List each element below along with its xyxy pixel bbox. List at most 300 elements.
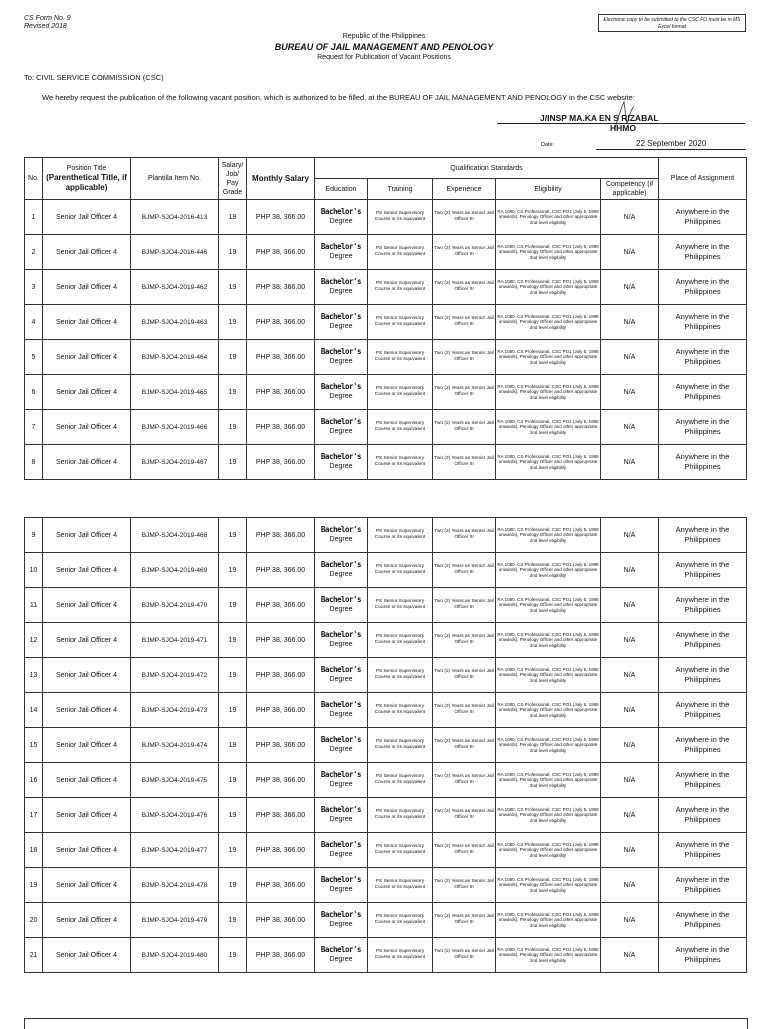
- monthly-salary: PHP 38, 366.00: [247, 270, 315, 305]
- row-number: 17: [25, 798, 43, 833]
- header-parenthetical-title: (Parenthetical Title, if applicable): [46, 173, 127, 192]
- row-number: 20: [25, 903, 43, 938]
- salary-grade: 19: [219, 200, 247, 235]
- table-row: [25, 375, 747, 410]
- plantilla-item: BJMP-SJO4-2019-468: [131, 518, 219, 553]
- training: PS Senior Supervisory Course or its equivalent: [368, 868, 433, 903]
- training: PS Senior Supervisory Course or its equivalent: [368, 938, 433, 973]
- vacancy-table-page-1: [24, 157, 747, 480]
- signatory-office: HHMO: [610, 123, 636, 133]
- competency: N/A: [601, 270, 659, 305]
- training: PS Senior Supervisory Course or its equivalent: [368, 235, 433, 270]
- education: [315, 410, 368, 445]
- experience: Two (2) Years as Senior Jail Officer III: [433, 305, 496, 340]
- position-title: Senior Jail Officer 4: [43, 588, 131, 623]
- education-degree-label: Degree: [329, 536, 353, 543]
- header-plantilla: Plantilla Item No.: [131, 158, 219, 200]
- education-degree-type: Bachelor's: [320, 840, 362, 849]
- competency: N/A: [601, 553, 659, 588]
- competency: N/A: [601, 445, 659, 480]
- row-number: 14: [25, 693, 43, 728]
- monthly-salary: PHP 38, 366.00: [247, 340, 315, 375]
- education-degree-type: Bachelor's: [320, 452, 362, 461]
- education-degree-type: Bachelor's: [320, 875, 362, 884]
- eligibility: RA 1080, CS Professional, CSC PO1 (July 5, 1998 onwards), Penology Officer and other appropriate 2nd level eligibility: [496, 728, 601, 763]
- training: PS Senior Supervisory Course or its equivalent: [368, 763, 433, 798]
- plantilla-item: BJMP-SJO4-2016-413: [131, 200, 219, 235]
- experience: Two (2) Years as Senior Jail Officer III: [433, 833, 496, 868]
- position-title: Senior Jail Officer 4: [43, 868, 131, 903]
- education-degree-type: Bachelor's: [320, 805, 362, 814]
- plantilla-item: BJMP-SJO4-2019-462: [131, 270, 219, 305]
- place-of-assignment: Anywhere in the Philippines: [659, 833, 747, 868]
- place-of-assignment: Anywhere in the Philippines: [659, 270, 747, 305]
- eligibility: RA 1080, CS Professional, CSC PO1 (July 5, 1998 onwards), Penology Officer and other appropriate 2nd level eligibility: [496, 833, 601, 868]
- education: [315, 305, 368, 340]
- experience: Two (2) Years as Senior Jail Officer III: [433, 693, 496, 728]
- competency: N/A: [601, 728, 659, 763]
- plantilla-item: BJMP-SJO4-2019-474: [131, 728, 219, 763]
- salary-grade: 19: [219, 518, 247, 553]
- training: PS Senior Supervisory Course or its equivalent: [368, 833, 433, 868]
- position-title: Senior Jail Officer 4: [43, 410, 131, 445]
- position-title: Senior Jail Officer 4: [43, 693, 131, 728]
- plantilla-item: BJMP-SJO4-2019-465: [131, 375, 219, 410]
- table-row: [25, 903, 747, 938]
- competency: N/A: [601, 375, 659, 410]
- bureau-heading: BUREAU OF JAIL MANAGEMENT AND PENOLOGY: [274, 42, 494, 52]
- position-title: Senior Jail Officer 4: [43, 270, 131, 305]
- position-title: Senior Jail Officer 4: [43, 938, 131, 973]
- signature-line: [497, 123, 745, 124]
- position-title: Senior Jail Officer 4: [43, 445, 131, 480]
- eligibility: RA 1080, CS Professional, CSC PO1 (July 5, 1998 onwards), Penology Officer and other appropriate 2nd level eligibility: [496, 235, 601, 270]
- salary-grade: 19: [219, 623, 247, 658]
- monthly-salary: PHP 38, 366.00: [247, 903, 315, 938]
- education: [315, 728, 368, 763]
- monthly-salary: PHP 38, 366.00: [247, 445, 315, 480]
- header-position-title-label: Position Title: [66, 165, 107, 172]
- education: [315, 658, 368, 693]
- salary-grade: 19: [219, 270, 247, 305]
- training: PS Senior Supervisory Course or its equivalent: [368, 588, 433, 623]
- position-title: Senior Jail Officer 4: [43, 833, 131, 868]
- eligibility: RA 1080, CS Professional, CSC PO1 (July 5, 1998 onwards), Penology Officer and other appropriate 2nd level eligibility: [496, 305, 601, 340]
- experience: Two (2) Years as Senior Jail Officer III: [433, 375, 496, 410]
- monthly-salary: PHP 38, 366.00: [247, 375, 315, 410]
- plantilla-item: BJMP-SJO4-2019-479: [131, 903, 219, 938]
- salary-grade: 19: [219, 798, 247, 833]
- header-education: Education: [315, 179, 368, 200]
- place-of-assignment: Anywhere in the Philippines: [659, 868, 747, 903]
- position-title: Senior Jail Officer 4: [43, 553, 131, 588]
- education-degree-type: Bachelor's: [320, 560, 362, 569]
- education: [315, 623, 368, 658]
- position-title: Senior Jail Officer 4: [43, 235, 131, 270]
- monthly-salary: PHP 38, 366.00: [247, 410, 315, 445]
- table-row: [25, 518, 747, 553]
- position-title: Senior Jail Officer 4: [43, 305, 131, 340]
- eligibility: RA 1080, CS Professional, CSC PO1 (July 5, 1998 onwards), Penology Officer and other appropriate 2nd level eligibility: [496, 938, 601, 973]
- eligibility: RA 1080, CS Professional, CSC PO1 (July 5, 1998 onwards), Penology Officer and other appropriate 2nd level eligibility: [496, 868, 601, 903]
- header-qualification: Qualification Standards: [315, 158, 659, 179]
- plantilla-item: BJMP-SJO4-2019-478: [131, 868, 219, 903]
- education-degree-type: Bachelor's: [320, 595, 362, 604]
- education-degree-type: Bachelor's: [320, 207, 362, 216]
- signatory-name: J/INSP MA.KA EN S RIZABAL: [540, 113, 659, 123]
- experience: Two (2) Years as Senior Jail Officer III: [433, 553, 496, 588]
- row-number: 10: [25, 553, 43, 588]
- position-title: Senior Jail Officer 4: [43, 375, 131, 410]
- training: PS Senior Supervisory Course or its equivalent: [368, 798, 433, 833]
- education-degree-type: Bachelor's: [320, 945, 362, 954]
- date-value: 22 September 2020: [636, 139, 707, 148]
- position-title: Senior Jail Officer 4: [43, 518, 131, 553]
- education-degree-type: Bachelor's: [320, 277, 362, 286]
- competency: N/A: [601, 658, 659, 693]
- salary-grade: 19: [219, 868, 247, 903]
- plantilla-item: BJMP-SJO4-2019-463: [131, 305, 219, 340]
- experience: Two (2) Years as Senior Jail Officer III: [433, 270, 496, 305]
- monthly-salary: PHP 38, 366.00: [247, 553, 315, 588]
- education-degree-type: Bachelor's: [320, 700, 362, 709]
- plantilla-item: BJMP-SJO4-2019-476: [131, 798, 219, 833]
- plantilla-item: BJMP-SJO4-2019-480: [131, 938, 219, 973]
- education: [315, 833, 368, 868]
- competency: N/A: [601, 200, 659, 235]
- row-number: 18: [25, 833, 43, 868]
- education: [315, 553, 368, 588]
- plantilla-item: BJMP-SJO4-2019-477: [131, 833, 219, 868]
- salary-grade: 19: [219, 658, 247, 693]
- education-degree-label: Degree: [329, 463, 353, 470]
- education: [315, 763, 368, 798]
- monthly-salary: PHP 38, 366.00: [247, 518, 315, 553]
- republic-heading: Republic of the Philippines: [342, 33, 426, 40]
- salary-grade: 19: [219, 375, 247, 410]
- education-degree-label: Degree: [329, 711, 353, 718]
- monthly-salary: PHP 38, 366.00: [247, 798, 315, 833]
- education-degree-type: Bachelor's: [320, 525, 362, 534]
- table-row: [25, 200, 747, 235]
- salary-grade: 19: [219, 833, 247, 868]
- competency: N/A: [601, 798, 659, 833]
- monthly-salary: PHP 38, 366.00: [247, 938, 315, 973]
- place-of-assignment: Anywhere in the Philippines: [659, 728, 747, 763]
- place-of-assignment: Anywhere in the Philippines: [659, 410, 747, 445]
- education-degree-label: Degree: [329, 676, 353, 683]
- eligibility: RA 1080, CS Professional, CSC PO1 (July 5, 1998 onwards), Penology Officer and other appropriate 2nd level eligibility: [496, 270, 601, 305]
- education-degree-type: Bachelor's: [320, 910, 362, 919]
- position-title: Senior Jail Officer 4: [43, 340, 131, 375]
- table-row: [25, 305, 747, 340]
- education: [315, 518, 368, 553]
- education-degree-type: Bachelor's: [320, 242, 362, 251]
- eligibility: RA 1080, CS Professional, CSC PO1 (July 5, 1998 onwards), Penology Officer and other appropriate 2nd level eligibility: [496, 340, 601, 375]
- row-number: 5: [25, 340, 43, 375]
- training: PS Senior Supervisory Course or its equivalent: [368, 658, 433, 693]
- competency: N/A: [601, 588, 659, 623]
- header-position-title: [43, 158, 131, 200]
- position-title: Senior Jail Officer 4: [43, 200, 131, 235]
- education-degree-type: Bachelor's: [320, 417, 362, 426]
- position-title: Senior Jail Officer 4: [43, 798, 131, 833]
- salary-grade: 19: [219, 235, 247, 270]
- training: PS Senior Supervisory Course or its equivalent: [368, 693, 433, 728]
- competency: N/A: [601, 340, 659, 375]
- education-degree-type: Bachelor's: [320, 347, 362, 356]
- monthly-salary: PHP 38, 366.00: [247, 868, 315, 903]
- eligibility: RA 1080, CS Professional, CSC PO1 (July 5, 1998 onwards), Penology Officer and other appropriate 2nd level eligibility: [496, 693, 601, 728]
- monthly-salary: PHP 38, 366.00: [247, 763, 315, 798]
- training: PS Senior Supervisory Course or its equivalent: [368, 375, 433, 410]
- header-grade: Salary/ Job/ Pay Grade: [219, 158, 247, 200]
- education-degree-label: Degree: [329, 746, 353, 753]
- training: PS Senior Supervisory Course or its equivalent: [368, 305, 433, 340]
- form-number: [24, 15, 71, 31]
- row-number: 2: [25, 235, 43, 270]
- eligibility: RA 1080, CS Professional, CSC PO1 (July 5, 1998 onwards), Penology Officer and other appropriate 2nd level eligibility: [496, 658, 601, 693]
- training: PS Senior Supervisory Course or its equivalent: [368, 518, 433, 553]
- plantilla-item: BJMP-SJO4-2019-464: [131, 340, 219, 375]
- education-degree-label: Degree: [329, 816, 353, 823]
- submission-note: Electronic copy to be submitted to the CSC FO must be in MS Excel format: [598, 14, 746, 32]
- place-of-assignment: Anywhere in the Philippines: [659, 518, 747, 553]
- education-degree-label: Degree: [329, 571, 353, 578]
- eligibility: RA 1080, CS Professional, CSC PO1 (July 5, 1998 onwards), Penology Officer and other appropriate 2nd level eligibility: [496, 763, 601, 798]
- training: PS Senior Supervisory Course or its equivalent: [368, 200, 433, 235]
- training: PS Senior Supervisory Course or its equivalent: [368, 340, 433, 375]
- education: [315, 693, 368, 728]
- education: [315, 938, 368, 973]
- date-label: Date:: [541, 142, 555, 148]
- plantilla-item: BJMP-SJO4-2019-466: [131, 410, 219, 445]
- row-number: 15: [25, 728, 43, 763]
- experience: Two (2) Years as Senior Jail Officer III: [433, 938, 496, 973]
- education-degree-type: Bachelor's: [320, 630, 362, 639]
- education-degree-label: Degree: [329, 606, 353, 613]
- header-eligibility: Eligibility: [496, 179, 601, 200]
- salary-grade: 19: [219, 305, 247, 340]
- eligibility: RA 1080, CS Professional, CSC PO1 (July 5, 1998 onwards), Penology Officer and other appropriate 2nd level eligibility: [496, 518, 601, 553]
- competency: N/A: [601, 410, 659, 445]
- competency: N/A: [601, 868, 659, 903]
- training: PS Senior Supervisory Course or its equivalent: [368, 903, 433, 938]
- table-row: [25, 728, 747, 763]
- plantilla-item: BJMP-SJO4-2019-469: [131, 553, 219, 588]
- salary-grade: 19: [219, 445, 247, 480]
- experience: Two (2) Years as Senior Jail Officer III: [433, 235, 496, 270]
- place-of-assignment: Anywhere in the Philippines: [659, 305, 747, 340]
- plantilla-item: BJMP-SJO4-2019-472: [131, 658, 219, 693]
- education-degree-label: Degree: [329, 288, 353, 295]
- experience: Two (2) Years as Senior Jail Officer III: [433, 658, 496, 693]
- education-degree-type: Bachelor's: [320, 665, 362, 674]
- place-of-assignment: Anywhere in the Philippines: [659, 763, 747, 798]
- table-row: [25, 588, 747, 623]
- experience: Two (2) Years as Senior Jail Officer III: [433, 445, 496, 480]
- place-of-assignment: Anywhere in the Philippines: [659, 903, 747, 938]
- row-number: 6: [25, 375, 43, 410]
- header-training: Training: [368, 179, 433, 200]
- education-degree-label: Degree: [329, 218, 353, 225]
- education-degree-label: Degree: [329, 921, 353, 928]
- competency: N/A: [601, 763, 659, 798]
- intro-paragraph: We hereby request the publication of the following vacant position, which is authorized to be filled, at the BUREAU OF JAIL MANAGEMENT AND PENOLOGY in the CSC website:: [42, 93, 635, 102]
- table-row: [25, 798, 747, 833]
- monthly-salary: PHP 38, 366.00: [247, 235, 315, 270]
- form-number-label: CS Form No. 9: [24, 15, 71, 22]
- training: PS Senior Supervisory Course or its equivalent: [368, 410, 433, 445]
- education: [315, 903, 368, 938]
- table-row: [25, 693, 747, 728]
- header-competency: Competency (if applicable): [601, 179, 659, 200]
- experience: Two (2) Years as Senior Jail Officer III: [433, 763, 496, 798]
- monthly-salary: PHP 38, 366.00: [247, 693, 315, 728]
- table-row: [25, 868, 747, 903]
- place-of-assignment: Anywhere in the Philippines: [659, 938, 747, 973]
- place-of-assignment: Anywhere in the Philippines: [659, 553, 747, 588]
- monthly-salary: PHP 38, 366.00: [247, 658, 315, 693]
- education-degree-label: Degree: [329, 956, 353, 963]
- education: [315, 270, 368, 305]
- monthly-salary: PHP 38, 366.00: [247, 588, 315, 623]
- salary-grade: 19: [219, 553, 247, 588]
- experience: Two (2) Years as Senior Jail Officer III: [433, 623, 496, 658]
- training: PS Senior Supervisory Course or its equivalent: [368, 270, 433, 305]
- row-number: 3: [25, 270, 43, 305]
- row-number: 19: [25, 868, 43, 903]
- competency: N/A: [601, 903, 659, 938]
- competency: N/A: [601, 833, 659, 868]
- monthly-salary: PHP 38, 366.00: [247, 833, 315, 868]
- experience: Two (2) Years as Senior Jail Officer III: [433, 868, 496, 903]
- education: [315, 445, 368, 480]
- row-number: 21: [25, 938, 43, 973]
- row-number: 11: [25, 588, 43, 623]
- salary-grade: 19: [219, 903, 247, 938]
- place-of-assignment: Anywhere in the Philippines: [659, 588, 747, 623]
- experience: Two (2) Years as Senior Jail Officer III: [433, 518, 496, 553]
- row-number: 13: [25, 658, 43, 693]
- experience: Two (2) Years as Senior Jail Officer III: [433, 588, 496, 623]
- education: [315, 340, 368, 375]
- salary-grade: 19: [219, 693, 247, 728]
- plantilla-item: BJMP-SJO4-2019-467: [131, 445, 219, 480]
- competency: N/A: [601, 623, 659, 658]
- competency: N/A: [601, 305, 659, 340]
- competency: N/A: [601, 693, 659, 728]
- education: [315, 868, 368, 903]
- eligibility: RA 1080, CS Professional, CSC PO1 (July 5, 1998 onwards), Penology Officer and other appropriate 2nd level eligibility: [496, 375, 601, 410]
- vacancy-table-page-2: [24, 517, 747, 973]
- education-degree-type: Bachelor's: [320, 382, 362, 391]
- experience: Two (2) Years as Senior Jail Officer III: [433, 200, 496, 235]
- education-degree-type: Bachelor's: [320, 312, 362, 321]
- education: [315, 375, 368, 410]
- monthly-salary: PHP 38, 366.00: [247, 200, 315, 235]
- competency: N/A: [601, 235, 659, 270]
- training: PS Senior Supervisory Course or its equivalent: [368, 623, 433, 658]
- row-number: 7: [25, 410, 43, 445]
- monthly-salary: PHP 38, 366.00: [247, 728, 315, 763]
- eligibility: RA 1080, CS Professional, CSC PO1 (July 5, 1998 onwards), Penology Officer and other appropriate 2nd level eligibility: [496, 623, 601, 658]
- eligibility: RA 1080, CS Professional, CSC PO1 (July 5, 1998 onwards), Penology Officer and other appropriate 2nd level eligibility: [496, 553, 601, 588]
- salary-grade: 19: [219, 410, 247, 445]
- position-title: Senior Jail Officer 4: [43, 728, 131, 763]
- education-degree-label: Degree: [329, 851, 353, 858]
- education-degree-label: Degree: [329, 323, 353, 330]
- position-title: Senior Jail Officer 4: [43, 763, 131, 798]
- experience: Two (2) Years as Senior Jail Officer III: [433, 798, 496, 833]
- row-number: 8: [25, 445, 43, 480]
- row-number: 12: [25, 623, 43, 658]
- table-row: [25, 445, 747, 480]
- form-subtitle: Request for Publication of Vacant Positions: [317, 54, 451, 61]
- plantilla-item: BJMP-SJO4-2019-475: [131, 763, 219, 798]
- eligibility: RA 1080, CS Professional, CSC PO1 (July 5, 1998 onwards), Penology Officer and other appropriate 2nd level eligibility: [496, 798, 601, 833]
- salary-grade: 19: [219, 728, 247, 763]
- education-degree-label: Degree: [329, 253, 353, 260]
- table-row: [25, 623, 747, 658]
- education: [315, 588, 368, 623]
- table-row: [25, 658, 747, 693]
- header-place: Place of Assignment: [659, 158, 747, 200]
- education-degree-label: Degree: [329, 358, 353, 365]
- eligibility: RA 1080, CS Professional, CSC PO1 (July 5, 1998 onwards), Penology Officer and other appropriate 2nd level eligibility: [496, 200, 601, 235]
- salary-grade: 19: [219, 938, 247, 973]
- table-row: [25, 270, 747, 305]
- salary-grade: 19: [219, 763, 247, 798]
- training: PS Senior Supervisory Course or its equivalent: [368, 445, 433, 480]
- place-of-assignment: Anywhere in the Philippines: [659, 445, 747, 480]
- experience: Two (2) Years as Senior Jail Officer III: [433, 410, 496, 445]
- education: [315, 235, 368, 270]
- place-of-assignment: Anywhere in the Philippines: [659, 235, 747, 270]
- experience: Two (2) Years as Senior Jail Officer III: [433, 728, 496, 763]
- education-degree-label: Degree: [329, 886, 353, 893]
- table-row: [25, 410, 747, 445]
- date-line: [596, 149, 746, 150]
- row-number: 16: [25, 763, 43, 798]
- education-degree-type: Bachelor's: [320, 770, 362, 779]
- training: PS Senior Supervisory Course or its equivalent: [368, 728, 433, 763]
- plantilla-item: BJMP-SJO4-2019-473: [131, 693, 219, 728]
- header-experience: Experience: [433, 179, 496, 200]
- plantilla-item: BJMP-SJO4-2016-446: [131, 235, 219, 270]
- position-title: Senior Jail Officer 4: [43, 623, 131, 658]
- education-degree-label: Degree: [329, 393, 353, 400]
- header-no: No.: [25, 158, 43, 200]
- salary-grade: 19: [219, 340, 247, 375]
- position-title: Senior Jail Officer 4: [43, 903, 131, 938]
- table-row: [25, 340, 747, 375]
- eligibility: RA 1080, CS Professional, CSC PO1 (July 5, 1998 onwards), Penology Officer and other appropriate 2nd level eligibility: [496, 588, 601, 623]
- form-revised-label: Revised 2018: [24, 23, 67, 30]
- table-row: [25, 553, 747, 588]
- plantilla-item: BJMP-SJO4-2019-470: [131, 588, 219, 623]
- education-degree-label: Degree: [329, 428, 353, 435]
- recipient-line: To: CIVIL SERVICE COMMISSION (CSC): [24, 73, 164, 82]
- place-of-assignment: Anywhere in the Philippines: [659, 658, 747, 693]
- competency: N/A: [601, 518, 659, 553]
- place-of-assignment: Anywhere in the Philippines: [659, 693, 747, 728]
- position-title: Senior Jail Officer 4: [43, 658, 131, 693]
- eligibility: RA 1080, CS Professional, CSC PO1 (July 5, 1998 onwards), Penology Officer and other appropriate 2nd level eligibility: [496, 410, 601, 445]
- place-of-assignment: Anywhere in the Philippines: [659, 375, 747, 410]
- salary-grade: 19: [219, 588, 247, 623]
- eligibility: RA 1080, CS Professional, CSC PO1 (July 5, 1998 onwards), Penology Officer and other appropriate 2nd level eligibility: [496, 903, 601, 938]
